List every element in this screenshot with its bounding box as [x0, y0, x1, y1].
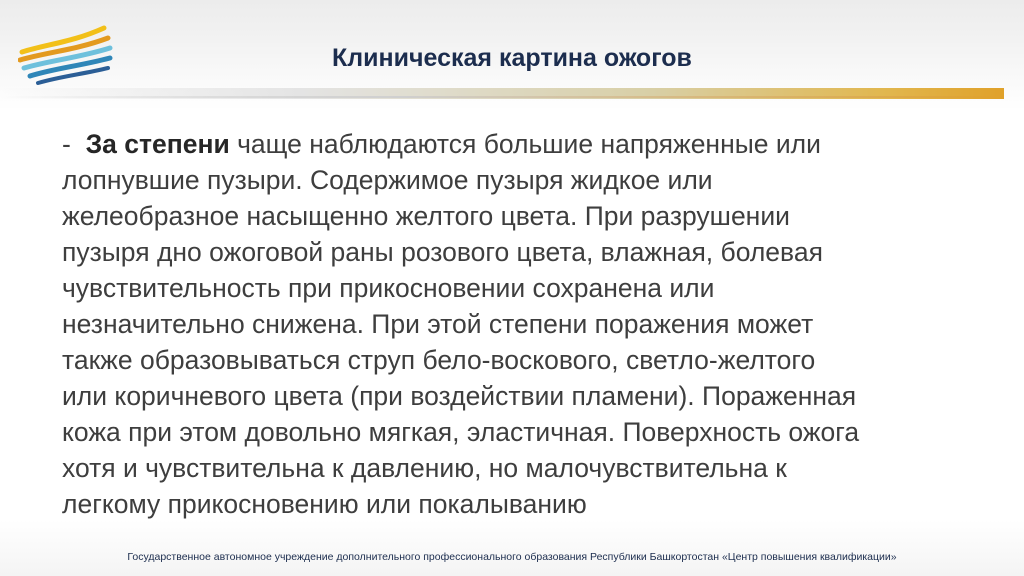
body-line: или коричневого цвета (при воздействии пламени). Пораженная: [62, 381, 857, 411]
body-line: кожа при этом довольно мягкая, эластичная. Поверхность ожога: [62, 417, 860, 447]
body-line: лопнувшие пузыри. Содержимое пузыря жидкое или: [62, 165, 713, 195]
body-line-text: чаще наблюдаются большие напряженные или: [229, 129, 821, 159]
bold-lead: За степени: [85, 129, 230, 159]
body-line: легкому прикосновению или покалыванию: [62, 489, 587, 519]
body-line: незначительно снижена. При этой степени поражения может: [62, 309, 814, 339]
header-divider-line: [0, 96, 1004, 98]
body-line: желеобразное насыщенно желтого цвета. При разрушении: [62, 201, 790, 231]
slide-body: [62, 126, 962, 522]
slide-title: Клиническая картина ожогов: [332, 44, 692, 72]
body-line: хотя и чувствительна к давлению, но малочувствительна к: [62, 453, 787, 483]
footer-institution: Государственное автономное учреждение дополнительного профессионального образования Республики Башкортостан «Центр повышения квалификации»: [127, 551, 897, 563]
body-line: также образовываться струп бело-воскового, светло-желтого: [62, 345, 816, 375]
body-line: пузыря дно ожоговой раны розового цвета, влажная, болевая: [62, 237, 823, 267]
bullet-dash: -: [62, 129, 71, 159]
body-line: чувствительность при прикосновении сохранена или: [62, 273, 715, 303]
body-line-1: [62, 126, 962, 162]
